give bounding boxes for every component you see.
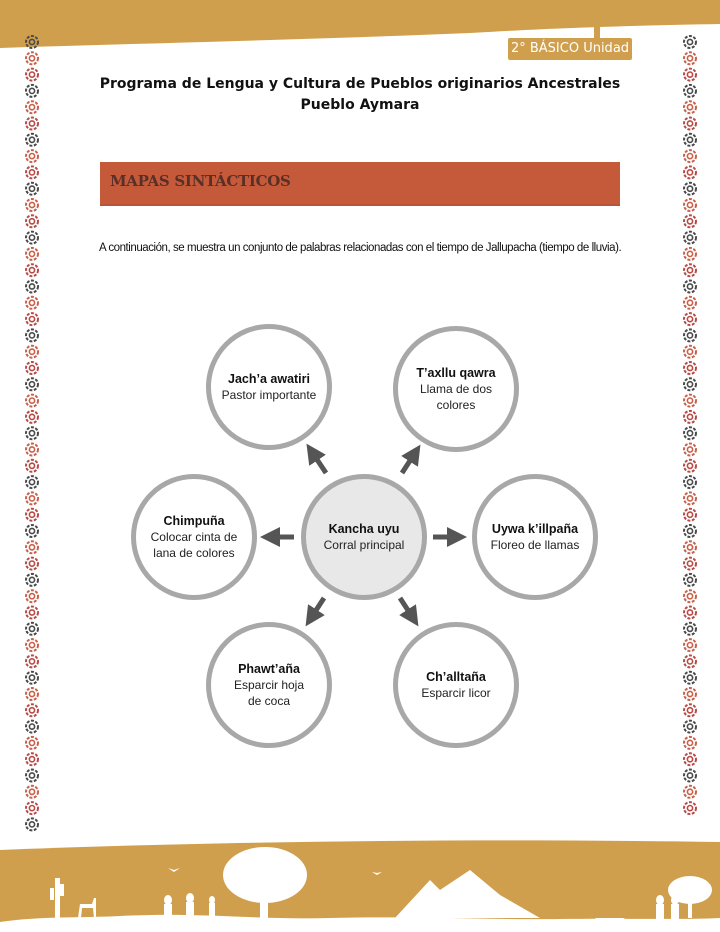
border-motif-icon	[26, 639, 38, 651]
border-motif-icon	[684, 427, 696, 439]
border-motif-icon	[684, 509, 696, 521]
border-motif-icon	[26, 672, 38, 684]
right-decorative-border	[682, 34, 698, 824]
node-term: T’axllu qawra	[416, 365, 496, 380]
border-motif-icon	[684, 786, 696, 798]
border-motif-icon	[684, 672, 696, 684]
border-motif-icon	[26, 36, 38, 48]
border-motif-icon	[26, 281, 38, 293]
node-top-right	[393, 326, 519, 452]
border-motif-icon	[26, 411, 38, 423]
node-bottom-right	[393, 622, 519, 748]
border-motif-icon	[684, 281, 696, 293]
node-meaning: Llama de dos colores	[419, 381, 493, 412]
border-motif-icon	[26, 770, 38, 782]
node-meaning: Esparcir licor	[421, 685, 491, 700]
border-motif-icon	[684, 215, 696, 227]
border-motif-icon	[26, 183, 38, 195]
border-motif-icon	[26, 623, 38, 635]
border-motif-icon	[684, 639, 696, 651]
border-motif-icon	[684, 134, 696, 146]
border-motif-icon	[26, 590, 38, 602]
node-meaning: Pastor importante	[221, 387, 317, 402]
border-motif-icon	[26, 737, 38, 749]
border-motif-icon	[684, 704, 696, 716]
border-motif-icon	[684, 737, 696, 749]
border-motif-icon	[26, 232, 38, 244]
border-motif-icon	[26, 118, 38, 130]
border-motif-icon	[684, 753, 696, 765]
border-motif-icon	[684, 36, 696, 48]
border-motif-icon	[26, 297, 38, 309]
border-motif-icon	[684, 721, 696, 733]
border-motif-icon	[26, 199, 38, 211]
node-meaning: Corral principal	[323, 537, 405, 552]
footer-landscape-illustration	[0, 820, 720, 932]
border-motif-icon	[684, 655, 696, 667]
border-motif-icon	[26, 134, 38, 146]
border-motif-icon	[26, 150, 38, 162]
node-term: Phawt’aña	[238, 661, 300, 676]
border-motif-icon	[684, 802, 696, 814]
border-motif-icon	[684, 492, 696, 504]
border-motif-icon	[684, 150, 696, 162]
border-motif-icon	[684, 623, 696, 635]
border-motif-icon	[684, 297, 696, 309]
border-motif-icon	[26, 362, 38, 374]
node-term: Ch’alltaña	[426, 669, 486, 684]
border-motif-icon	[684, 525, 696, 537]
node-term: Kancha uyu	[328, 521, 400, 536]
border-motif-icon	[26, 52, 38, 64]
node-meaning: Colocar cinta de lana de colores	[150, 529, 238, 560]
border-motif-icon	[26, 427, 38, 439]
node-meaning: Esparcir hoja de coca	[233, 677, 305, 708]
border-motif-icon	[26, 248, 38, 260]
border-motif-icon	[684, 574, 696, 586]
border-motif-icon	[26, 444, 38, 456]
border-motif-icon	[684, 52, 696, 64]
border-motif-icon	[26, 558, 38, 570]
center-node	[301, 474, 427, 600]
node-term: Uywa k’illpaña	[491, 521, 579, 536]
border-motif-icon	[684, 183, 696, 195]
arrow-to-top-left	[312, 452, 326, 473]
node-right	[472, 474, 598, 600]
border-motif-icon	[684, 411, 696, 423]
node-top-left	[206, 324, 332, 450]
border-motif-icon	[684, 688, 696, 700]
border-motif-icon	[26, 688, 38, 700]
border-motif-icon	[26, 655, 38, 667]
border-motif-icon	[684, 313, 696, 325]
border-motif-icon	[26, 313, 38, 325]
border-motif-icon	[26, 476, 38, 488]
border-motif-icon	[684, 248, 696, 260]
arrow-to-top-right	[402, 453, 415, 473]
border-motif-icon	[684, 541, 696, 553]
border-motif-icon	[684, 329, 696, 341]
border-motif-icon	[26, 574, 38, 586]
border-motif-icon	[684, 199, 696, 211]
section-header-bar	[100, 162, 620, 206]
border-motif-icon	[684, 395, 696, 407]
border-motif-icon	[26, 460, 38, 472]
border-motif-icon	[26, 721, 38, 733]
node-left	[131, 474, 257, 600]
border-motif-icon	[684, 118, 696, 130]
border-motif-icon	[684, 460, 696, 472]
border-motif-icon	[684, 346, 696, 358]
border-motif-icon	[26, 166, 38, 178]
program-title: Programa de Lengua y Cultura de Pueblos originarios Ancestrales	[99, 76, 621, 92]
border-motif-icon	[684, 590, 696, 602]
border-motif-icon	[684, 264, 696, 276]
border-motif-icon	[26, 753, 38, 765]
border-motif-icon	[684, 362, 696, 374]
border-motif-icon	[684, 476, 696, 488]
intro-paragraph: A continuación, se muestra un conjunto de palabras relacionadas con el tiempo de Jallupacha (tiempo de lluvia).	[99, 242, 622, 254]
border-motif-icon	[684, 558, 696, 570]
node-bottom-left	[206, 622, 332, 748]
border-motif-icon	[26, 492, 38, 504]
border-motif-icon	[26, 704, 38, 716]
node-term: Chimpuña	[163, 513, 225, 528]
border-motif-icon	[26, 346, 38, 358]
node-meaning: Floreo de llamas	[490, 537, 580, 552]
border-motif-icon	[26, 215, 38, 227]
border-motif-icon	[26, 329, 38, 341]
border-motif-icon	[26, 525, 38, 537]
left-decorative-border	[24, 34, 40, 834]
arrow-to-bottom-left	[311, 598, 324, 618]
arrow-to-bottom-right	[400, 598, 413, 618]
border-motif-icon	[684, 166, 696, 178]
border-motif-icon	[26, 786, 38, 798]
border-motif-icon	[26, 541, 38, 553]
border-motif-icon	[26, 378, 38, 390]
border-motif-icon	[684, 444, 696, 456]
border-motif-icon	[26, 509, 38, 521]
border-motif-icon	[684, 378, 696, 390]
border-motif-icon	[684, 770, 696, 782]
border-motif-icon	[26, 395, 38, 407]
node-term: Jach’a awatiri	[228, 371, 310, 386]
border-motif-icon	[684, 607, 696, 619]
unit-badge: 2° BÁSICO Unidad 1	[508, 38, 632, 60]
border-motif-icon	[26, 264, 38, 276]
border-motif-icon	[26, 802, 38, 814]
section-title: MAPAS SINTÁCTICOS	[110, 172, 291, 190]
people-title: Pueblo Aymara	[300, 97, 420, 113]
border-motif-icon	[684, 232, 696, 244]
border-motif-icon	[26, 607, 38, 619]
